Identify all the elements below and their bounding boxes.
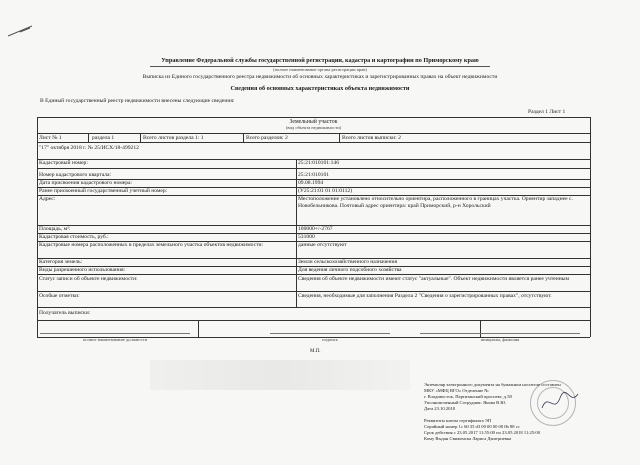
eds-line: Уполномоченный Сотрудник: Янова В.Ю. bbox=[424, 400, 507, 405]
total-sheets-section: Всего листов раздела 1: 1 bbox=[143, 135, 204, 141]
field-label: Кадастровый номер: bbox=[39, 160, 88, 166]
field-value: Сведения, необходимые для заполнения Раздела 2 "Сведения о зарегистрированных правах", отсутствуют. bbox=[298, 293, 552, 299]
field-value: Местоположение установлено относительно ориентира, расположенного в границах участка. Ориентир западнее с. Новобельникова. Почтовый адрес ориентира: край Приморский, р-н Хорольский bbox=[298, 196, 573, 209]
field-value: 100000+/-2767 bbox=[298, 226, 333, 232]
field-label: Ранее присвоенный государственный учетный номер: bbox=[39, 188, 168, 194]
sign-note: подпись bbox=[322, 337, 338, 342]
field-value: 25:21:010101:146 bbox=[298, 160, 340, 166]
field-label: Категория земель: bbox=[39, 259, 83, 265]
section-title: Сведения об основных характеристиках объекта недвижимости bbox=[230, 85, 410, 92]
field-label: Номер кадастрового квартала: bbox=[39, 172, 112, 178]
eds-line: Срок действия с 23.05.2017 11:55:00 по 23.05.2018 11:25:00 bbox=[424, 430, 541, 435]
field-label: Адрес: bbox=[39, 196, 56, 202]
eds-line: Кому Выдан Свиженска Лариса Дмитриевна bbox=[424, 436, 512, 441]
field-value: 09.08.1994 bbox=[298, 180, 324, 186]
eds-line: Дата 23.10.2018 bbox=[424, 406, 455, 411]
bleed-through bbox=[150, 360, 410, 390]
name-note: инициалы, фамилия bbox=[480, 337, 520, 342]
field-label: Статус записи об объекте недвижимости: bbox=[39, 276, 138, 282]
field-value: Сведения об объекте недвижимости имеют статус "актуальные". Объект недвижимости является ранее учтенным bbox=[298, 276, 570, 282]
agency-name: Управление Федеральной службы государственной регистрации, кадастра и картографии по Приморскому краю bbox=[161, 57, 479, 64]
eds-line: Реквизиты ключа сертификата ЭП bbox=[424, 418, 492, 423]
pen-mark-icon bbox=[6, 22, 36, 42]
object-type-note: (вид объекта недвижимости) bbox=[285, 125, 342, 130]
total-sheets: Всего листов выписки: 2 bbox=[342, 135, 401, 141]
sheet-section: раздела 1 bbox=[92, 135, 115, 141]
field-value: 531000 bbox=[298, 234, 315, 240]
eds-stamp-block bbox=[424, 382, 614, 462]
object-type: Земельный участок bbox=[289, 119, 338, 125]
eds-line: Экземпляр электронного документа на бумажном носителе составлен bbox=[424, 382, 561, 387]
field-label: Кадастровые номера расположенных в пределах земельного участка объектов недвижимости: bbox=[39, 242, 264, 248]
field-label: Дата присвоения кадастрового номера: bbox=[39, 180, 133, 186]
sheet-number: Лист № 1 bbox=[39, 135, 62, 141]
position-note: полное наименование должности bbox=[83, 337, 147, 342]
field-label: Виды разрешенного использования: bbox=[39, 267, 126, 273]
eds-line: г. Владивосток, Партизанский проспект, д.58 bbox=[424, 394, 512, 399]
date-number: "17" октября 2018 г. № 25/ИСХ/18-499212 bbox=[39, 145, 139, 151]
field-value: данные отсутствуют bbox=[298, 242, 347, 248]
signature-icon bbox=[540, 388, 580, 416]
field-value: 25:21:010101 bbox=[298, 172, 330, 178]
mp-label: М.П. bbox=[310, 349, 321, 354]
intro-text: В Единый государственный реестр недвижимости внесены следующие сведения: bbox=[40, 98, 235, 104]
field-value: Для ведения личного подсобного хозяйства bbox=[298, 267, 402, 273]
field-value: Земли сельскохозяйственного назначения bbox=[298, 259, 398, 265]
section-label: Раздел 1 Лист 1 bbox=[528, 109, 566, 115]
field-value: (У25:21:01 01 01:0112) bbox=[298, 188, 353, 194]
field-label: Получатель выписки: bbox=[39, 310, 91, 316]
extract-title: Выписка из Единого государственного реестра недвижимости об основных характеристиках и зарегистрированных правах на объект недвижимости bbox=[142, 74, 498, 80]
field-label: Кадастровая стоимость, руб.: bbox=[39, 234, 109, 240]
agency-note: (полное наименование органа регистрации прав) bbox=[273, 67, 367, 72]
eds-line: МКУ «МФЦ ВГО» Отделение № bbox=[424, 388, 489, 393]
eds-line: Серийный номер 1c 60 35 d3 00 00 00 00 0b 88 cc bbox=[424, 424, 520, 429]
total-sections: Всего разделов: 2 bbox=[246, 135, 288, 141]
field-label: Площадь, м²: bbox=[39, 226, 71, 232]
field-label: Особые отметки: bbox=[39, 293, 80, 299]
